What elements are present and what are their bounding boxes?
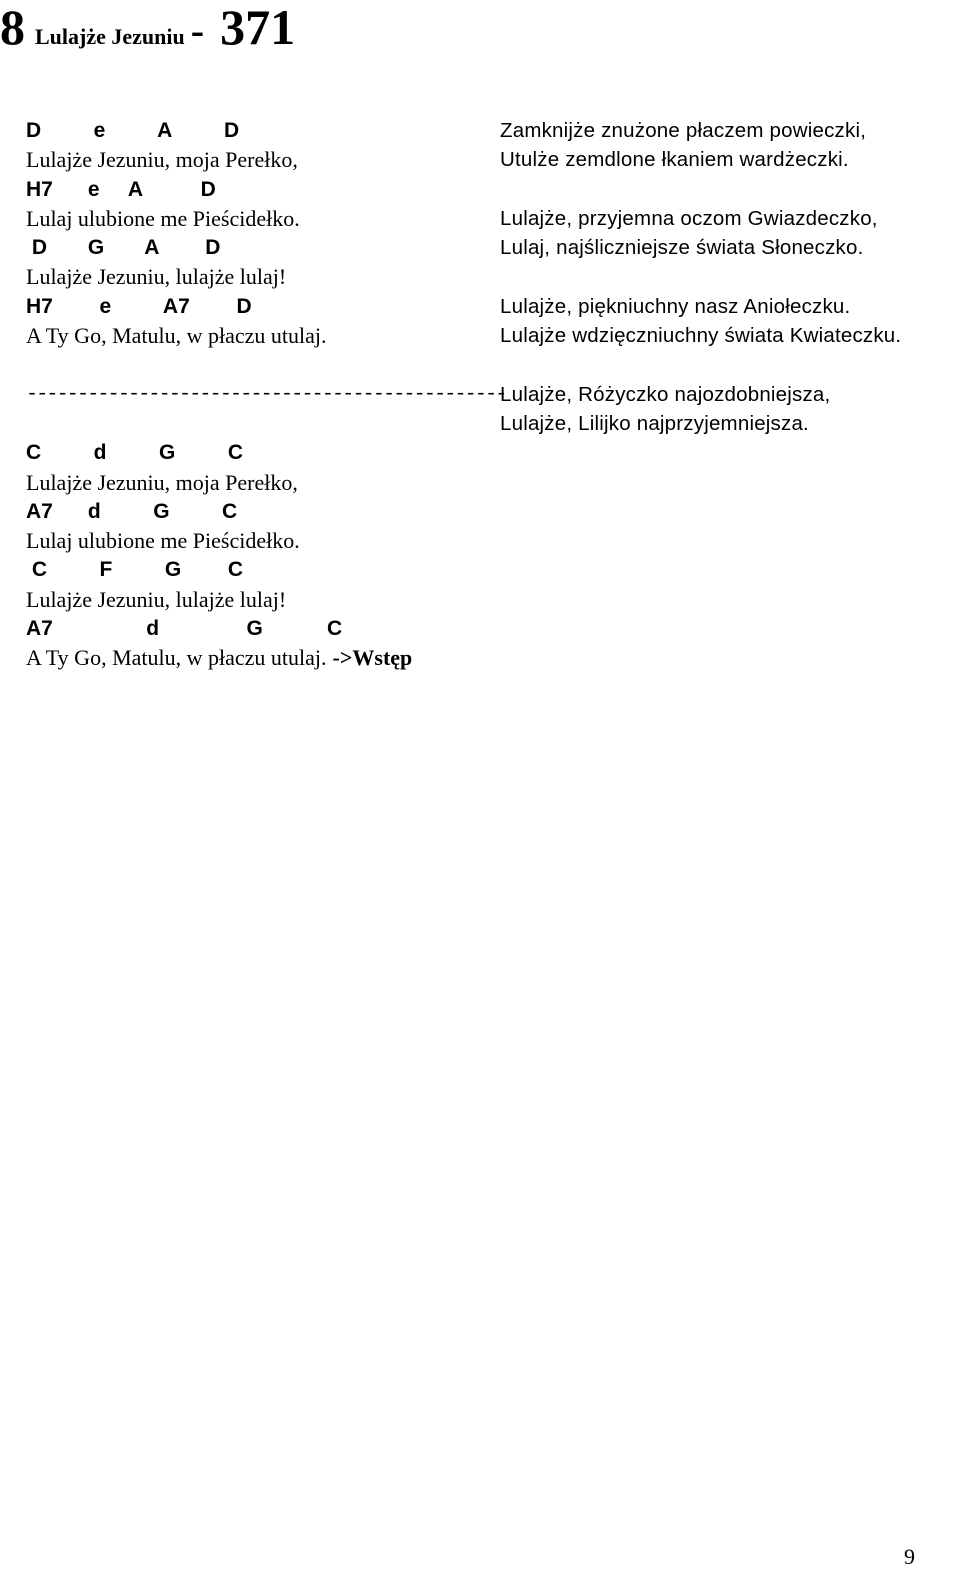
spacer <box>500 350 955 379</box>
verse-line: Lulajże, Różyczko najozdobniejsza, <box>500 382 831 406</box>
chord-line: D e A D <box>26 119 240 142</box>
chord-line: H7 e A7 D <box>26 294 252 318</box>
lyric-line: Lulajże Jezuniu, moja Perełko, <box>26 469 298 495</box>
spacer <box>26 350 496 379</box>
song-title: Lulajże Jezuniu <box>35 24 185 49</box>
intro-cue: ->Wstęp <box>332 645 413 671</box>
page-title <box>0 0 296 55</box>
page-number: 9 <box>904 1544 915 1569</box>
lyric-line: Lulajże Jezuniu, lulajże lulaj! <box>26 586 287 612</box>
verse-line: Utulże zemdlone łkaniem wardżeczki. <box>500 148 849 172</box>
verse-line: Zamknijże znużone płaczem powieczki, <box>500 119 867 142</box>
lyric-text: A Ty Go, Matulu, w płaczu utulaj. <box>26 645 327 671</box>
spacer <box>26 409 496 438</box>
verse-line: Lulajże, piękniuchny nasz Aniołeczku. <box>500 294 851 318</box>
chord-line: H7 e A D <box>26 177 216 201</box>
verse-line: Lulajże wdzięczniuchny świata Kwiateczku. <box>500 324 902 348</box>
verse-line: Lulajże, przyjemna oczom Gwiazdeczko, <box>500 206 878 230</box>
lyric-line: Lulaj ulubione me Pieścidełko. <box>26 205 300 231</box>
lyric-line: Lulaj ulubione me Pieścidełko. <box>26 528 300 554</box>
spacer <box>500 175 955 204</box>
lyric-line: Lulajże Jezuniu, lulajże lulaj! <box>26 264 287 290</box>
title-dash: - <box>190 8 205 53</box>
verse-line: Lulaj, najśliczniejsze świata Słoneczko. <box>500 236 864 260</box>
chord-line: A7 d G C <box>26 499 238 523</box>
left-column <box>26 116 506 673</box>
lyric-line-with-cue <box>26 643 496 672</box>
chord-line: C d G C <box>26 441 244 465</box>
chord-line: C F G C <box>26 558 244 582</box>
lyric-line: Lulajże Jezuniu, moja Perełko, <box>26 147 298 173</box>
spacer <box>500 262 955 291</box>
song-number: 8 <box>0 0 25 55</box>
right-column <box>500 116 955 438</box>
verse-line: Lulajże, Lilijko najprzyjemniejsza. <box>500 411 809 435</box>
separator-line: ----------------------------------------------- <box>26 382 506 406</box>
chord-line: A7 d G C <box>26 617 343 641</box>
chord-line: D G A D <box>26 236 221 260</box>
lyric-line: A Ty Go, Matulu, w płaczu utulaj. <box>26 323 327 349</box>
hymn-number: 371 <box>220 0 296 55</box>
